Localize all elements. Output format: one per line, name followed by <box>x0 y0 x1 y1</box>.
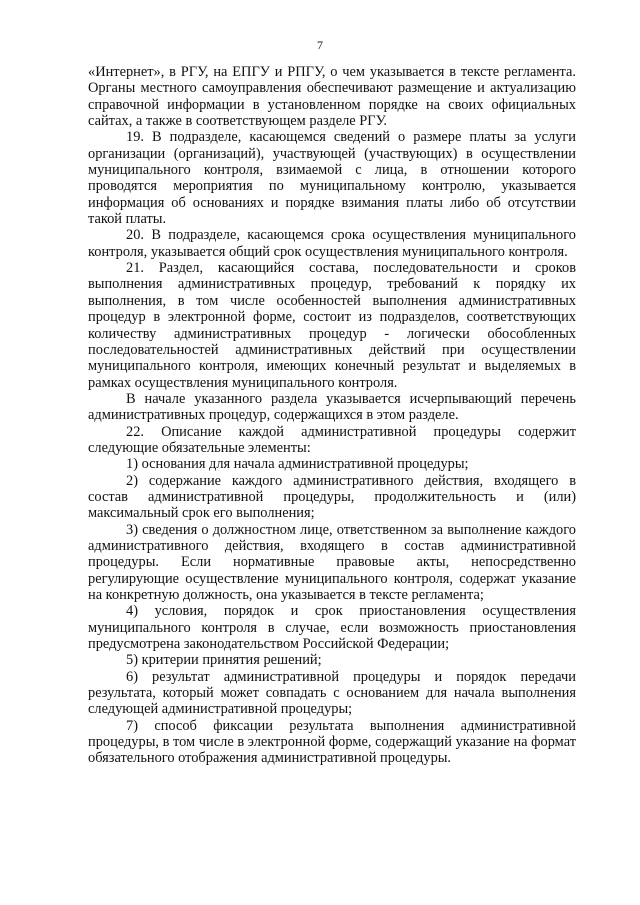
list-item-3-responsible-official: 3) сведения о должностном лице, ответственном за выполнение каждого административного действия, входящего в состав административной процедуры. Если нормативные правовые акты, непосредственно регулирующие осуществление муниципального контроля, содержат указание на конкретную должность, она указывается в тексте регламента; <box>88 521 576 603</box>
paragraph-procedures-list-intro: В начале указанного раздела указывается исчерпывающий перечень административных процедур, содержащихся в этом разделе. <box>88 390 576 424</box>
list-item-7-result-recording: 7) способ фиксации результата выполнения административной процедуры, в том числе в электронной форме, содержащий указание на формат обязательного отображения административной процедуры. <box>88 717 576 767</box>
page-number: 7 <box>317 38 323 52</box>
paragraph-20-control-term: 20. В подразделе, касающемся срока осуществления муниципального контроля, указывается общий срок осуществления муниципального контроля. <box>88 227 576 260</box>
list-item-5-decision-criteria: 5) критерии принятия решений; <box>126 652 322 669</box>
paragraph-21-procedures-section: 21. Раздел, касающийся состава, последовательности и сроков выполнения административных процедур, требований к порядку их выполнения, в том числе особенностей выполнения административных процедур в электронной форме, состоит из подразделов, соответствующих количеству административных процедур - логически обособленных последовательностей административных действий при осуществлении муниципального контроля, имеющих конечный результат и выделяемых в рамках осуществления муниципального контроля. <box>88 260 576 391</box>
paragraph-22-procedure-description: 22. Описание каждой административной процедуры содержит следующие обязательные элементы: <box>88 423 576 456</box>
list-item-2-action-content: 2) содержание каждого административного действия, входящего в состав административной процедуры, продолжительность и (или) максимальный срок его выполнения; <box>88 472 576 522</box>
paragraph-19-fee-info: 19. В подразделе, касающемся сведений о размере платы за услуги организации (организаций), участвующей (участвующих) в осуществлении муниципального контроля, взимаемой с лица, в отношении которого проводятся мероприятия по муниципальному контролю, указывается информация об основаниях и порядке взимания платы либо об отсутствии такой платы. <box>88 129 576 228</box>
list-item-6-procedure-result: 6) результат административной процедуры и порядок передачи результата, который может совпадать с основанием для начала выполнения следующей административной процедуры; <box>88 668 576 718</box>
list-item-4-suspension: 4) условия, порядок и срок приостановления осуществления муниципального контроля в случае, если возможность приостановления предусмотрена законодательством Российской Федерации; <box>88 603 576 653</box>
list-item-1-grounds: 1) основания для начала административной процедуры; <box>126 456 469 473</box>
paragraph-continuation: «Интернет», в РГУ, на ЕПГУ и РПГУ, о чем указывается в тексте регламента. Органы местного самоуправления обеспечивают размещение и актуализацию справочной информации в установленном порядке на своих официальных сайтах, а также в соответствующем разделе РГУ. <box>88 64 576 130</box>
document-body <box>88 64 576 767</box>
